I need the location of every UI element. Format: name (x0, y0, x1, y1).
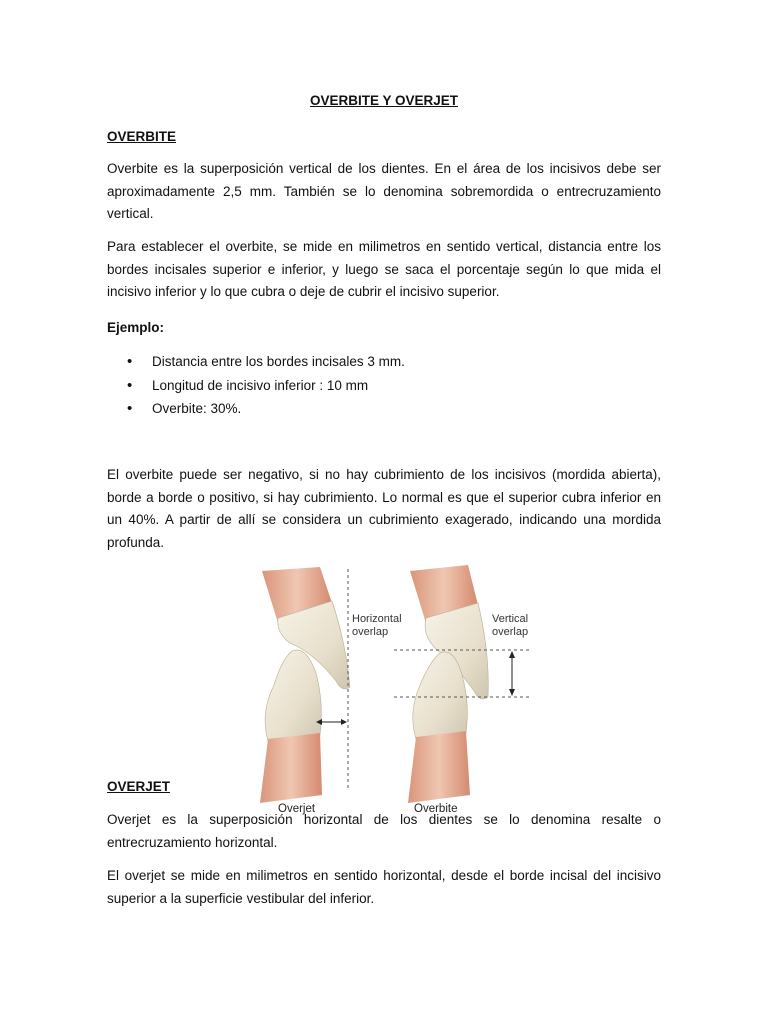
vertical-overlap-label-line1: Vertical (492, 613, 529, 625)
overjet-caption: Overjet (278, 803, 316, 815)
list-item: • Overbite: 30%. (107, 399, 405, 423)
overbite-paragraph-3: El overbite puede ser negativo, si no hay cubrimiento de los incisivos (mordida abierta), borde a borde o positivo, si hay cubrimiento. Lo normal es que el superior cubra inferior en un 40%. A partir de allí se considera un cubrimiento exagerado, indicando una mordida profunda. (107, 467, 661, 550)
overjet-paragraph-2: El overjet se mide en milimetros en sentido horizontal, desde el borde incisal del incisivo superior a la superficie vestibular del inferior. (107, 868, 661, 906)
list-item: • Longitud de incisivo inferior : 10 mm (107, 376, 405, 400)
horizontal-overlap-label-line1: Horizontal (352, 613, 402, 625)
overjet-diagram (260, 567, 402, 815)
example-list (107, 352, 405, 423)
overbite-paragraph-2: Para establecer el overbite, se mide en milimetros en sentido vertical, distancia entre los bordes incisales superior e inferior, y luego se saca el porcentaje según lo que mida el incisivo inferior y lo que cubra o deje de cubrir el incisivo superior. (107, 239, 661, 299)
overbite-diagram (394, 565, 532, 815)
overjet-heading: OVERJET (107, 779, 171, 794)
example-label: Ejemplo: (107, 320, 165, 335)
list-item: • Distancia entre los bordes incisales 3 mm. (107, 352, 405, 376)
overbite-heading: OVERBITE (107, 129, 177, 144)
document-title: OVERBITE Y OVERJET (309, 93, 459, 108)
overjet-paragraph-1: Overjet es la superposición horizontal de los dientes se lo denomina resalte o entrecruzamiento horizontal. (107, 812, 661, 850)
overbite-caption: Overbite (414, 803, 458, 815)
overjet-overbite-illustration (250, 563, 550, 823)
overbite-paragraph-1: Overbite es la superposición vertical de los dientes. En el área de los incisivos debe ser aproximadamente 2,5 mm. También se lo denomina sobremordida o entrecruzamiento vertical. (107, 161, 661, 221)
vertical-overlap-label-line2: overlap (492, 626, 529, 638)
horizontal-overlap-label-line2: overlap (352, 626, 389, 638)
